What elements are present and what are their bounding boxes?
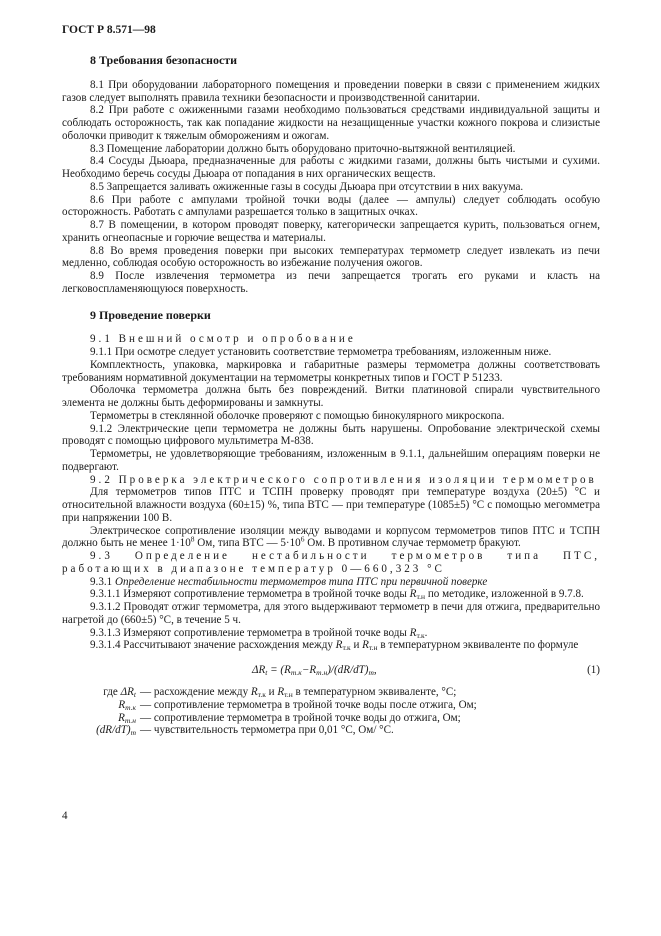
para-9-3-1-2: 9.3.1.2 Проводят отжиг термометра, для этого выдерживают термометр в печи для отжига, предварительно нагретой до (660±5) °С, в течение 5 ч. xyxy=(62,601,600,626)
formula-1 xyxy=(62,656,600,686)
para-9-3-1-4: 9.3.1.4 Рассчитывают значение расхождения между $R_{т.к}$ и $R_{т.н}$ в температурном эквиваленте по формуле xyxy=(90,639,579,653)
legend-row: $R_{т.к}$ — сопротивление термометра в тройной точке воды после отжига, Ом; xyxy=(118,698,477,712)
legend-row: $R_{т.н}$ — сопротивление термометра в тройной точке воды до отжига, Ом; xyxy=(118,711,461,725)
page-number: 4 xyxy=(62,810,68,822)
heading-9-3: 9.3 Определение нестабильности термометров типа ПТС, работающих в диапазоне температур 0—660,323 °С xyxy=(62,550,600,575)
section-8-title: 8 Требования безопасности xyxy=(90,53,238,67)
para-8-5: 8.5 Запрещается заливать ожиженные газы в сосуды Дьюара при отсутствии в них вакуума. xyxy=(90,180,524,193)
para-9-1-1: 9.1.1 При осмотре следует установить соответствие термометра требованиям, изложенным ниже. xyxy=(90,346,552,358)
para-9-3-1-1: 9.3.1.1 Измеряют сопротивление термометра в тройной точке воды $R_{т.н}$ по методике, изложенной в 9.7.8. xyxy=(90,588,584,602)
heading-9-2: 9.2 Проверка электрического сопротивления изоляции термометров xyxy=(90,473,597,486)
para-8-3: 8.3 Помещение лаборатории должно быть оборудовано приточно-вытяжной вентиляцией. xyxy=(90,142,516,155)
para-8-4: 8.4 Сосуды Дьюара, предназначенные для работы с жидкими газами, должны быть чистыми и сухими. Необходимо беречь сосуды Дьюара от попадания в них органических веществ. xyxy=(62,155,600,180)
heading-9-1: 9.1 Внешний осмотр и опробование xyxy=(90,333,356,346)
document-header: ГОСТ Р 8.571—98 xyxy=(62,24,156,36)
para-8-1: 8.1 При оборудовании лабораторного помещения и проведении поверки в связи с применением жидких газов следует выполнять правила техники безопасности и производственной санитарии. xyxy=(62,78,600,104)
para-8-6: 8.6 При работе с ампулами тройной точки воды (далее — ампулы) следует соблюдать особую осторожность. Работать с ампулами разрешается только в защитных очках. xyxy=(62,193,600,219)
formula-number: (1) xyxy=(587,664,600,676)
legend-row: $(dR/dT)_т$ — чувствительность термометра при 0,01 °С, Ом/ °С. xyxy=(96,724,394,738)
para-sheath: Оболочка термометра должна быть без повреждений. Витки платиновой спирали чувствительного элемента не должны быть деформированы и замкнуты. xyxy=(62,384,600,409)
para-8-2: 8.2 При работе с ожиженными газами необходимо пользоваться средствами индивидуальной защиты и соблюдать осторожность, так как попадание жидкости на незащищенные участки кожного покрова и слизистые оболочки приводит к тяжелым обморожениям и ожогам. xyxy=(62,104,600,142)
para-9-2-conditions: Для термометров типов ПТС и ТСПН проверку проводят при температуре воздуха (20±5) °С и относительной влажности воздуха (60±15) %, типа ВТС — при температуре (1085±5) °С с помощью мегомметра при напряжении 100 В. xyxy=(62,486,600,524)
heading-9-3-1: 9.3.1 Определение нестабильности термометров типа ПТС при первичной поверке xyxy=(90,575,488,588)
legend-row: где $\Delta R_t$ — расхождение между $R_{т.к}$ и $R_{т.н}$ в температурном эквиваленте, °С; xyxy=(103,686,457,699)
formula-legend xyxy=(62,686,600,737)
para-9-3-1-3: 9.3.1.3 Измеряют сопротивление термометра в тройной точке воды $R_{т.к}$. xyxy=(90,626,428,640)
para-8-9: 8.9 После извлечения термометра из печи запрещается трогать его руками и класть на легковоспламеняющуюся поверхность. xyxy=(62,270,600,295)
para-8-8: 8.8 Во время проведения поверки при высоких температурах термометр следует извлекать из печи медленно, соблюдая особую осторожность во избежание получения ожогов. xyxy=(62,244,600,270)
para-rejected: Термометры, не удовлетворяющие требованиям, изложенным в 9.1.1, дальнейшим операциям поверки не подвергают. xyxy=(62,448,600,473)
para-9-2-resistance: Электрическое сопротивление изоляции между выводами и корпусом термометров типов ПТС и ТСПН должно быть не менее $1\cdot 10^8$ Ом, типа ВТС — $5\cdot 10^6$ Ом. В противном случае термометр бракуют. xyxy=(62,524,600,550)
section-9-title: 9 Проведение поверки xyxy=(90,307,211,322)
para-completeness: Комплектность, упаковка, маркировка и габаритные размеры термометра должны соответствовать требованиям нормативной документации на термометры конкретных типов и ГОСТ Р 51233. xyxy=(62,358,600,384)
para-8-7: 8.7 В помещении, в котором проводят поверку, категорически запрещается курить, пользоваться огнем, хранить огнеопасные и горючие вещества и материалы. xyxy=(62,219,600,244)
formula-expression: $\Delta R_t = (R_{т.к}-R_{т.н})/(dR/dT)_т$, xyxy=(252,664,377,677)
page-content xyxy=(62,54,600,737)
para-9-1-2: 9.1.2 Электрические цепи термометра не должны быть нарушены. Опробование электрической схемы проводят с помощью цифрового мультиметра М-838. xyxy=(62,422,600,448)
para-glass-sheath: Термометры в стеклянной оболочке проверяют с помощью бинокулярного микроскопа. xyxy=(90,409,505,422)
